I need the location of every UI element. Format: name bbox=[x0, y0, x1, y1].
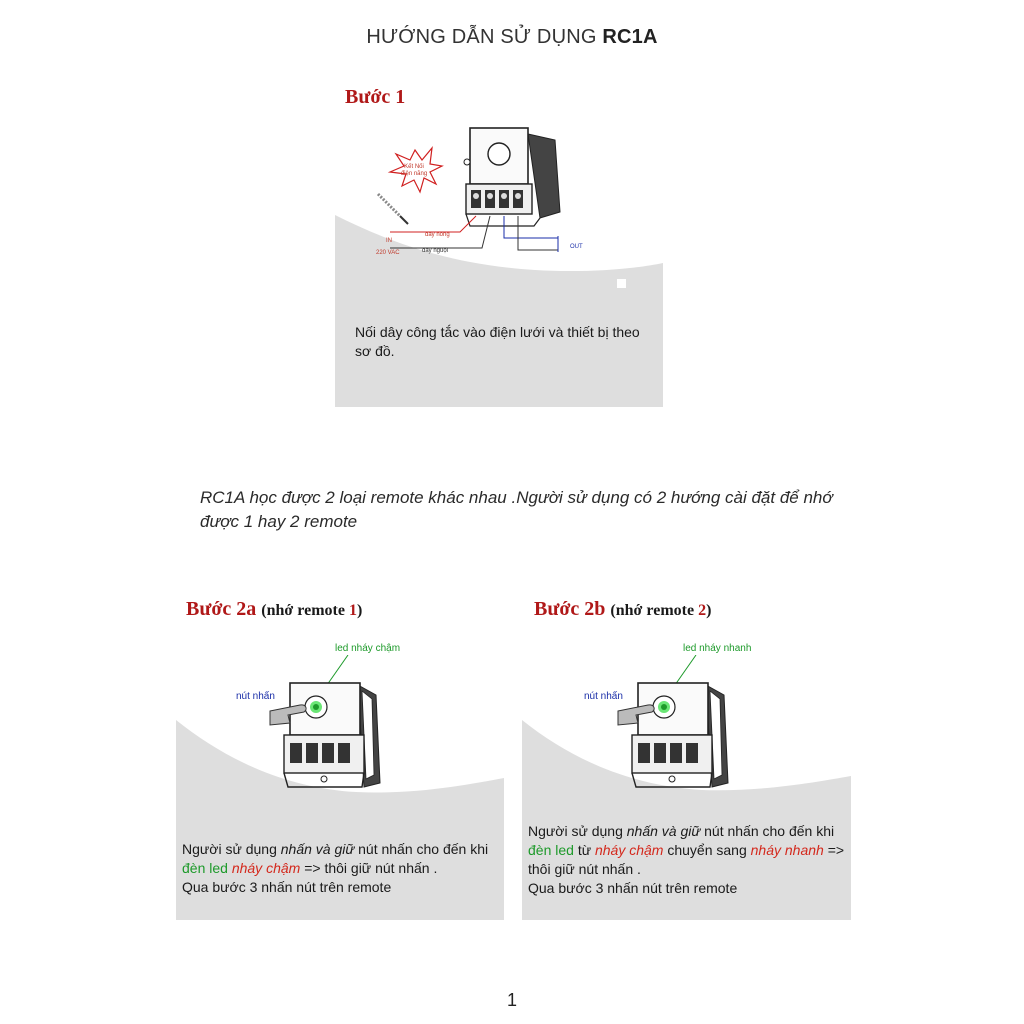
step2a-t6: nháy chậm bbox=[231, 860, 301, 876]
label-out: OUT bbox=[570, 244, 583, 250]
step2b-t6: nháy chậm bbox=[594, 842, 664, 858]
label-wire-neutral: dây nguội bbox=[422, 248, 449, 254]
title-prefix: HƯỚNG DẪN SỬ DỤNG bbox=[366, 26, 603, 48]
title-model: RC1A bbox=[602, 26, 658, 48]
step2a-sub-num: 1 bbox=[348, 602, 357, 619]
page-number: 1 bbox=[506, 990, 517, 1010]
step2a-t8: Qua bước 3 nhấn nút trên remote bbox=[182, 879, 392, 895]
step2a-t2: nhấn và giữ bbox=[280, 841, 355, 857]
step2b-t7: chuyển sang bbox=[663, 842, 751, 858]
step2a-heading bbox=[186, 598, 362, 621]
step2a-subtitle bbox=[261, 602, 362, 619]
step2a-led-label: led nháy chậm bbox=[335, 643, 401, 654]
step2b-led-label: led nháy nhanh bbox=[683, 643, 752, 654]
step2a-t4: đèn led bbox=[182, 860, 228, 876]
step2a-button-label: nút nhấn bbox=[236, 691, 275, 702]
step2b-t3: nút nhấn cho đến khi bbox=[700, 823, 835, 839]
label-wire-live: dây nóng bbox=[425, 232, 450, 238]
step2b-t4: đèn led bbox=[528, 842, 574, 858]
step2b-text bbox=[528, 822, 846, 898]
label-in: IN bbox=[386, 238, 392, 244]
step2b-t1: Người sử dụng bbox=[528, 823, 627, 839]
step2a-device-diagram bbox=[266, 655, 396, 795]
step2b-t8: nháy nhanh bbox=[750, 842, 824, 858]
step1-text: Nối dây công tắc vào điện lưới và thiết bị theo sơ đồ. bbox=[355, 324, 640, 359]
step2b-t10: Qua bước 3 nhấn nút trên remote bbox=[528, 880, 738, 896]
step2b-subtitle bbox=[610, 602, 711, 619]
label-voltage: 220 VAC bbox=[376, 250, 400, 256]
step2a-sub-open: (nhớ remote bbox=[261, 602, 349, 619]
step2b-sub-open: (nhớ remote bbox=[610, 602, 699, 619]
step2b-sub-close: ) bbox=[706, 602, 712, 619]
led-glow-icon bbox=[310, 701, 322, 713]
switch-device-icon bbox=[632, 683, 728, 787]
step2a-t3: nút nhấn cho đến khi bbox=[354, 841, 489, 857]
step2b-device-diagram bbox=[614, 655, 744, 795]
step2a-title: Bước 2a bbox=[186, 598, 257, 620]
intro-text: RC1A học được 2 loại remote khác nhau .Người sử dụng có 2 hướng cài đặt để nhớ được 1 hay 2 remote bbox=[200, 488, 833, 531]
step2b-t5: từ bbox=[573, 842, 595, 858]
step2b-t9: => thôi giữ nút nhấn . bbox=[528, 842, 845, 877]
step2a-t7: => thôi giữ nút nhấn . bbox=[300, 860, 438, 876]
step2b-title: Bước 2b bbox=[534, 598, 606, 620]
step2b-heading bbox=[534, 598, 711, 621]
step2b-button-label: nút nhấn bbox=[584, 691, 623, 702]
step2b-sub-num: 2 bbox=[698, 602, 707, 619]
step2b-t2: nhấn và giữ bbox=[626, 823, 701, 839]
switch-device-icon bbox=[284, 683, 380, 787]
step2a-sub-close: ) bbox=[356, 602, 363, 619]
page-title bbox=[0, 26, 1024, 49]
switch-device-icon bbox=[464, 128, 560, 226]
step1-heading: Bước 1 bbox=[345, 86, 406, 108]
led-glow-icon bbox=[658, 701, 670, 713]
step1-wiring-diagram bbox=[370, 120, 600, 265]
step2a-text bbox=[182, 840, 500, 897]
burst-label: Kết Nối điện năng bbox=[400, 164, 428, 177]
step2a-t1: Người sử dụng bbox=[182, 841, 281, 857]
